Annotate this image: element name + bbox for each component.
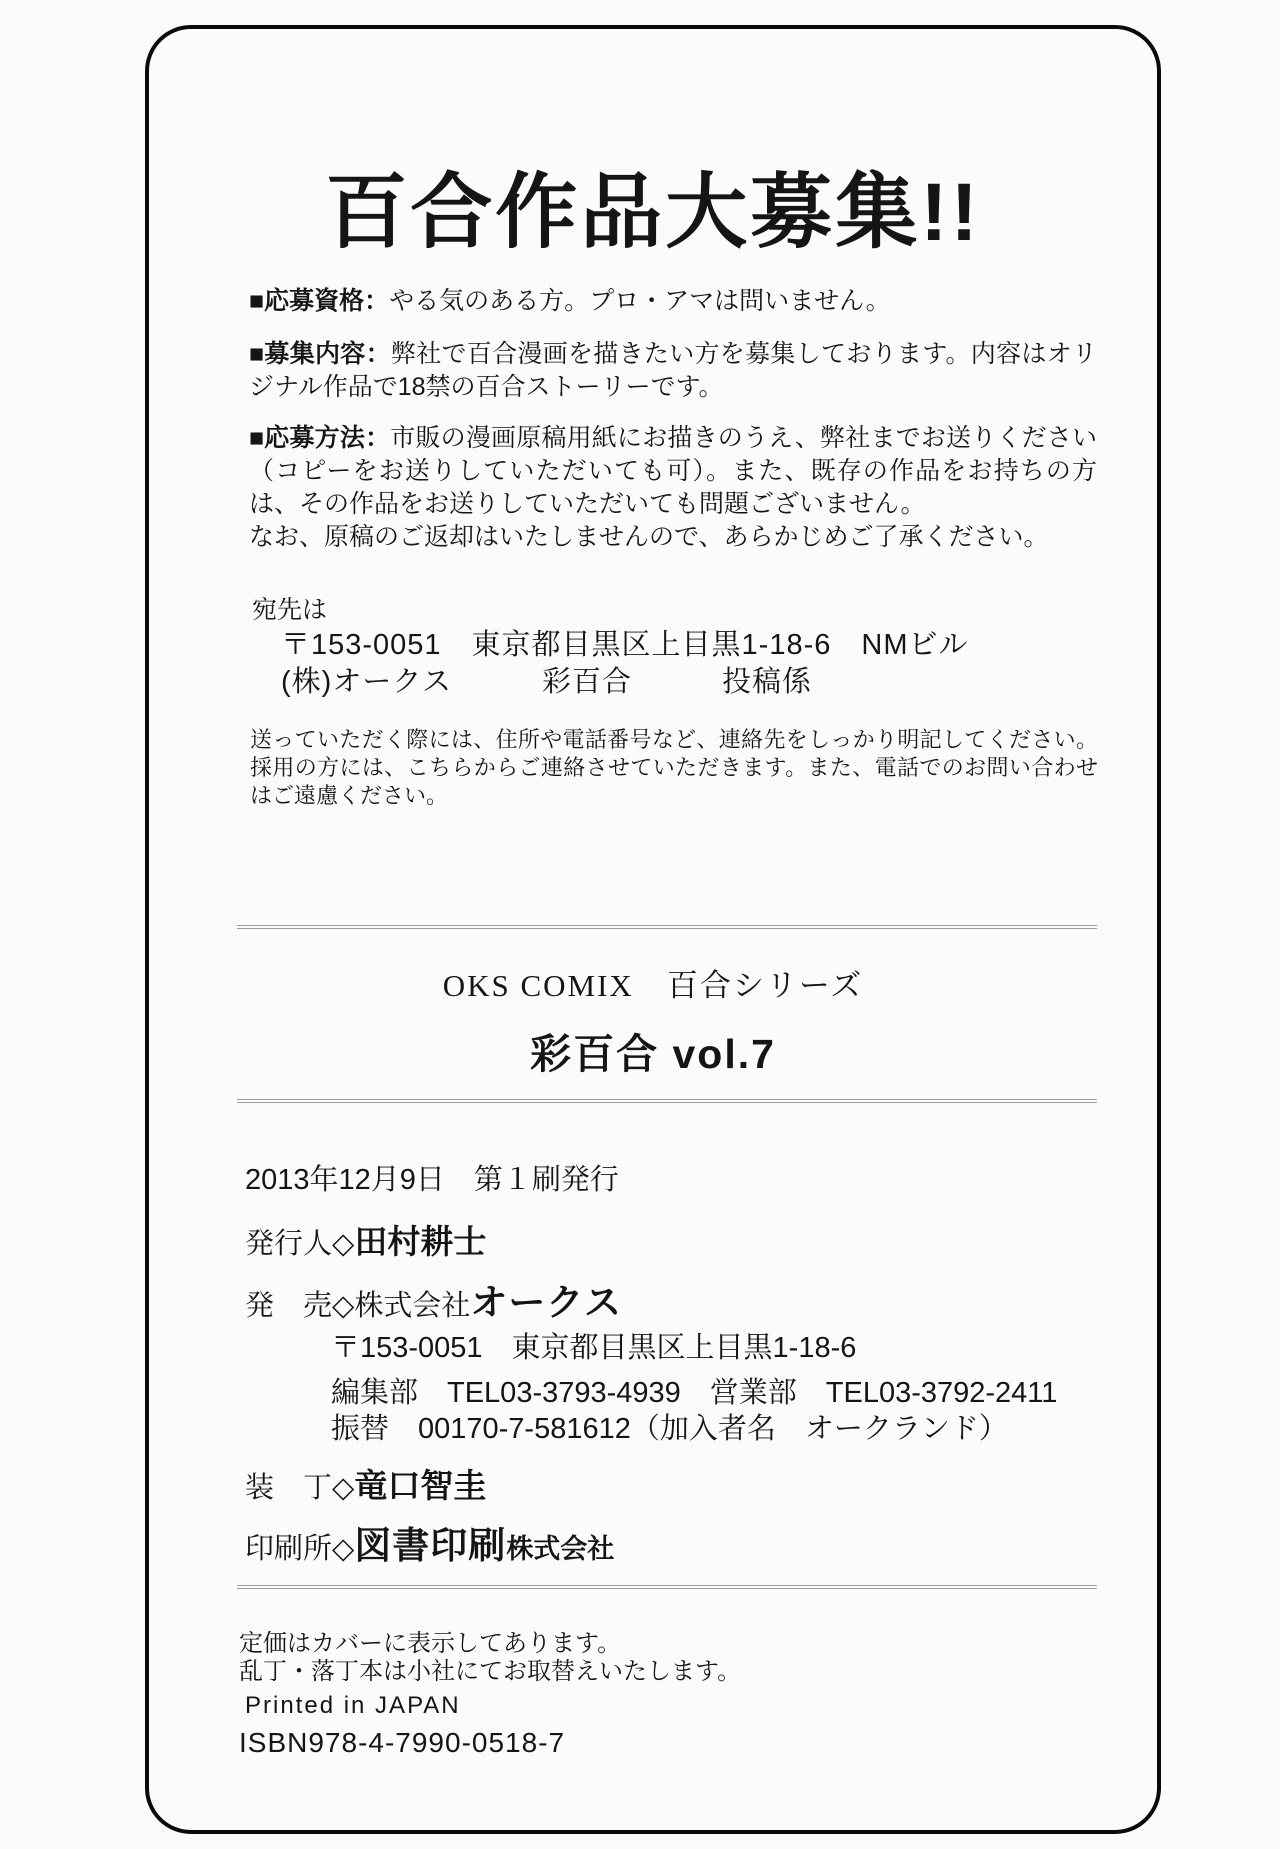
publisher-label: 発行人◇	[245, 1228, 355, 1260]
recruit-item-text: 市販の漫画原稿用紙にお描きのうえ、弊社までお送りください（コピーをお送りしていただいても可）。また、既存の作品をお持ちの方は、その作品をお送りしていただいても問題ございません。	[249, 424, 1097, 518]
page-border-frame	[145, 25, 1161, 1834]
seller-address-line: 〒153-0051 東京都目黒区上目黒1-18-6	[331, 1332, 857, 1364]
defect-note: 乱丁・落丁本は小社にてお取替えいたします。	[239, 1658, 742, 1685]
isbn-number: ISBN978-4-7990-0518-7	[239, 1727, 566, 1758]
submission-address-line2: (株)オークス 彩百合 投稿係	[281, 666, 813, 698]
submission-note: 送っていただく際には、住所や電話番号など、連絡先をしっかり明記してください。採用の方には、こちらからご連絡させていただきます。また、電話でのお問い合わせはご遠慮ください。	[250, 727, 1098, 808]
publisher-name: 田村耕士	[354, 1223, 487, 1260]
design-label: 装 丁◇	[245, 1472, 355, 1504]
submission-call-title: 百合作品大募集!!	[325, 167, 981, 258]
printer-name: 図書印刷	[354, 1525, 507, 1566]
recruit-item-text-continued: なお、原稿のご返却はいたしませんので、あらかじめご了承ください。	[249, 523, 1049, 551]
divider	[237, 1099, 1097, 1103]
seller-line	[245, 1272, 622, 1326]
divider	[237, 1585, 1097, 1589]
submission-address-line1: 〒153-0051 東京都目黒区上目黒1-18-6 NMビル	[281, 629, 969, 661]
contact-phones-line: 編集部 TEL03-3793-4939 営業部 TEL03-3792-2411	[331, 1377, 1058, 1409]
printer-label: 印刷所◇	[245, 1533, 355, 1565]
price-note: 定価はカバーに表示してあります。	[239, 1630, 622, 1657]
recruit-item-label: ■応募資格：	[249, 287, 390, 315]
print-date-line: 2013年12月9日 第１刷発行	[245, 1164, 619, 1196]
volume-title: 彩百合 vol.7	[530, 1031, 776, 1077]
seller-label: 発 売◇	[245, 1290, 355, 1322]
printed-in-japan: Printed in JAPAN	[245, 1692, 461, 1719]
printer-suffix: 株式会社	[506, 1534, 615, 1564]
address-intro: 宛先は	[252, 596, 328, 624]
divider	[237, 925, 1097, 929]
recruit-item-text: やる気のある方。プロ・アマは問いません。	[389, 287, 891, 315]
designer-line	[245, 1460, 486, 1507]
recruit-item-method	[249, 422, 1097, 554]
printer-line	[245, 1515, 614, 1569]
recruit-item-label: ■募集内容：	[249, 340, 391, 368]
recruit-item-qualification	[249, 285, 1097, 318]
postal-transfer-line: 振替 00170-7-581612（加入者名 オークランド）	[331, 1413, 1008, 1445]
recruit-item-text: 弊社で百合漫画を描きたい方を募集しております。内容はオリジナル作品で18禁の百合ストーリーです。	[249, 340, 1097, 401]
publisher-line	[245, 1216, 486, 1263]
seller-company-prefix: 株式会社	[354, 1290, 471, 1322]
series-name: OKS COMIX 百合シリーズ	[442, 968, 864, 1003]
designer-name: 竜口智圭	[354, 1467, 487, 1504]
seller-company-name: オークス	[470, 1282, 622, 1323]
recruit-item-label: ■応募方法：	[249, 424, 391, 452]
recruit-item-content	[249, 338, 1097, 404]
